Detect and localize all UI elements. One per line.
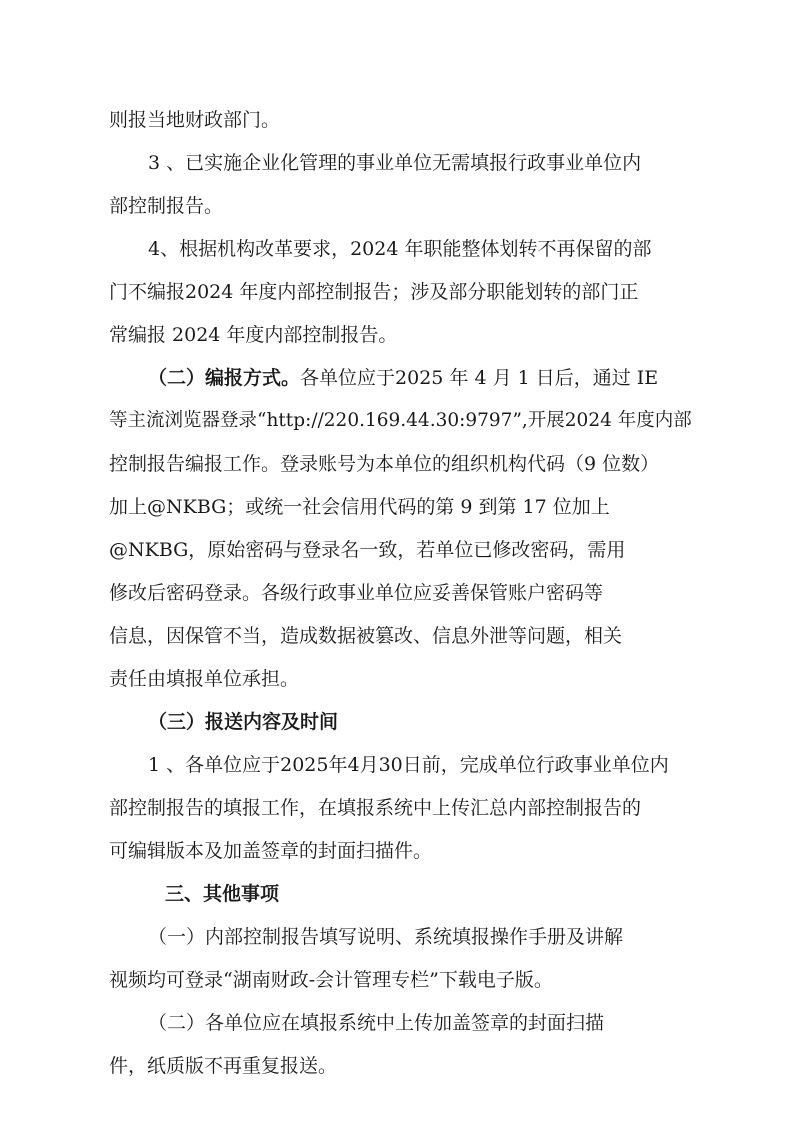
paragraph-line: 件，纸质版不再重复报送。 — [109, 1055, 338, 1077]
paragraph-line: 3 、已实施企业化管理的事业单位无需填报行政事业单位内 — [148, 152, 642, 174]
paragraph-line: 等主流浏览器登录“http://220.169.44.30:9797”,开展2024 年度内部 — [109, 410, 692, 431]
paragraph-line: 门不编报2024 年度内部控制报告；涉及部分职能划转的部门正 — [109, 281, 639, 303]
paragraph-line: 加上@NKBG；或统一社会信用代码的第 9 到第 17 位加上 — [109, 496, 610, 518]
section-heading: （二）编报方式。 — [148, 367, 301, 389]
paragraph-line: 1 、各单位应于2025年4月30日前，完成单位行政事业单位内 — [148, 754, 669, 776]
section-heading: 三、其他事项 — [165, 883, 280, 905]
paragraph-text: 各单位应于2025 年 4 月 1 日后，通过 IE — [300, 367, 659, 389]
paragraph-line: 责任由填报单位承担。 — [109, 668, 300, 690]
paragraph-line: 控制报告编报工作。登录账号为本单位的组织机构代码（9 位数） — [109, 453, 660, 475]
paragraph-line: @NKBG，原始密码与登录名一致，若单位已修改密码，需用 — [109, 539, 626, 561]
section-heading: （三）报送内容及时间 — [148, 711, 339, 733]
paragraph-line — [148, 361, 707, 395]
paragraph-line: 常编报 2024 年度内部控制报告。 — [109, 324, 398, 346]
paragraph-line: 视频均可登录“湖南财政-会计管理专栏”下载电子版。 — [109, 969, 553, 991]
paragraph-line: 4、根据机构改革要求，2024 年职能整体划转不再保留的部 — [148, 238, 652, 260]
paragraph-line: 信息，因保管不当，造成数据被篡改、信息外泄等问题，相关 — [109, 625, 623, 647]
paragraph-line: 部控制报告。 — [109, 195, 224, 217]
paragraph-line: （二）各单位应在填报系统中上传加盖签章的封面扫描 — [148, 1012, 605, 1034]
paragraph-line: 则报当地财政部门。 — [109, 109, 281, 131]
paragraph-line: 修改后密码登录。各级行政事业单位应妥善保管账户密码等 — [109, 582, 604, 604]
paragraph-line: 部控制报告的填报工作，在填报系统中上传汇总内部控制报告的 — [109, 797, 642, 819]
paragraph-line: 可编辑版本及加盖签章的封面扫描件。 — [109, 840, 433, 862]
paragraph-line: （一）内部控制报告填写说明、系统填报操作手册及讲解 — [148, 926, 624, 948]
